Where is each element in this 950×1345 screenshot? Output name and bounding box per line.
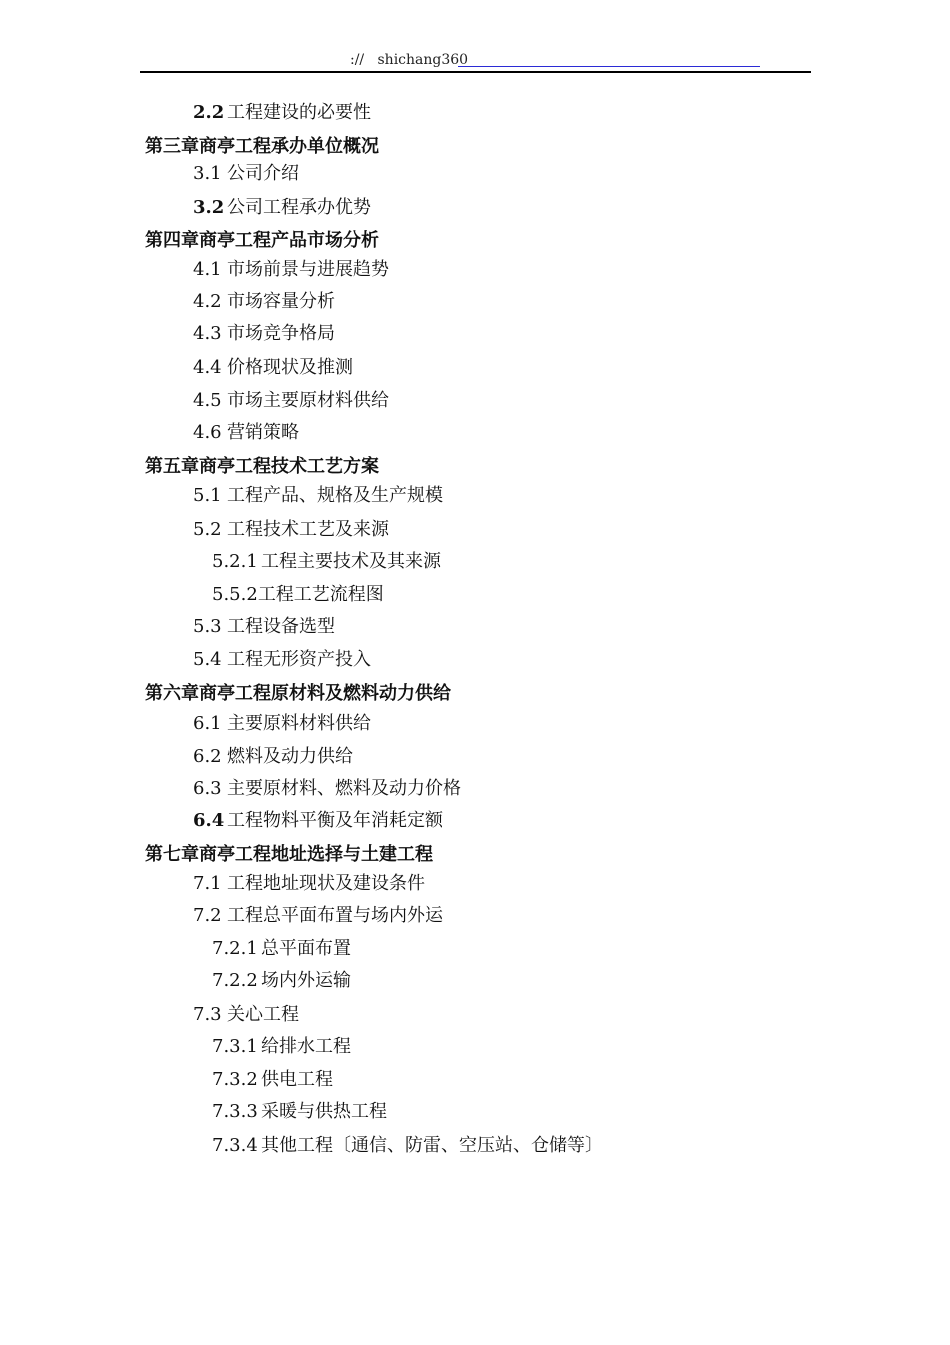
toc-item-title: 市场容量分析: [227, 291, 335, 312]
toc-section-item: [193, 1003, 299, 1027]
toc-section-item: [193, 809, 443, 833]
toc-chapter-heading: [145, 135, 379, 159]
header-url-text: :// shichang360: [350, 52, 469, 68]
header-link-underline[interactable]: [458, 66, 760, 67]
toc-item-number: 7.3: [193, 1004, 222, 1025]
toc-item-title: 市场主要原材料供给: [227, 390, 389, 411]
toc-item-title: 工程产品、规格及生产规模: [227, 485, 443, 506]
toc-item-title: 工程地址现状及建设条件: [227, 873, 425, 894]
toc-item-title: 第五章商亭工程技术工艺方案: [145, 456, 379, 477]
toc-item-number: 7.2.1: [212, 938, 258, 959]
toc-subsection-item: [212, 1100, 387, 1124]
toc-item-title: 第三章商亭工程承办单位概况: [145, 136, 379, 157]
toc-section-item: [193, 648, 371, 672]
toc-item-number: 3.2: [193, 197, 225, 218]
toc-item-number: 7.3.4: [212, 1135, 258, 1156]
toc-subsection-item: [212, 937, 351, 961]
toc-item-number: 7.2: [193, 905, 222, 926]
toc-section-item: [193, 356, 353, 380]
toc-item-title: 工程总平面布置与场内外运: [227, 905, 443, 926]
toc-item-title: 工程物料平衡及年消耗定额: [227, 810, 443, 831]
toc-section-item: [193, 615, 335, 639]
toc-item-number: 4.3: [193, 323, 222, 344]
toc-section-item: [193, 518, 389, 542]
toc-item-number: 5.5.2: [212, 584, 258, 605]
toc-chapter-heading: [145, 843, 433, 867]
toc-item-title: 营销策略: [227, 422, 299, 443]
toc-subsection-item: [212, 1134, 603, 1158]
toc-subsection-item: [212, 583, 384, 607]
toc-item-number: 3.1: [193, 163, 222, 184]
toc-item-title: 工程设备选型: [227, 616, 335, 637]
toc-item-number: 5.1: [193, 485, 222, 506]
toc-item-title: 市场前景与进展趋势: [227, 259, 389, 280]
toc-item-title: 采暖与供热工程: [261, 1101, 387, 1122]
toc-item-title: 供电工程: [261, 1069, 333, 1090]
toc-item-title: 第四章商亭工程产品市场分析: [145, 230, 379, 251]
toc-item-title: 给排水工程: [261, 1036, 351, 1057]
toc-section-item: [193, 196, 371, 220]
toc-item-title: 主要原料材料供给: [227, 713, 371, 734]
toc-item-title: 工程工艺流程图: [257, 584, 384, 605]
toc-item-number: 6.4: [193, 810, 225, 831]
toc-chapter-heading: [145, 455, 379, 479]
toc-section-item: [193, 389, 389, 413]
toc-section-item: [193, 162, 299, 186]
toc-section-item: [193, 745, 353, 769]
toc-item-title: 价格现状及推测: [227, 357, 353, 378]
toc-item-number: 5.3: [193, 616, 222, 637]
toc-subsection-item: [212, 550, 441, 574]
toc-item-title: 关心工程: [227, 1004, 299, 1025]
toc-item-number: 7.2.2: [212, 970, 258, 991]
toc-section-item: [193, 777, 461, 801]
toc-item-title: 公司工程承办优势: [227, 197, 371, 218]
toc-item-title: 第六章商亭工程原材料及燃料动力供给: [145, 683, 451, 704]
toc-section-item: [193, 290, 335, 314]
toc-item-number: 5.4: [193, 649, 222, 670]
toc-section-item: [193, 712, 371, 736]
toc-item-title: 公司介绍: [227, 163, 299, 184]
toc-item-title: 主要原材料、燃料及动力价格: [227, 778, 461, 799]
toc-section-item: [193, 258, 389, 282]
toc-subsection-item: [212, 1068, 333, 1092]
toc-item-number: 4.4: [193, 357, 222, 378]
toc-item-number: 4.6: [193, 422, 222, 443]
toc-item-title: 市场竞争格局: [227, 323, 335, 344]
toc-item-title: 场内外运输: [261, 970, 351, 991]
toc-item-number: 6.2: [193, 746, 222, 767]
toc-item-number: 6.3: [193, 778, 222, 799]
toc-item-number: 5.2: [193, 519, 222, 540]
toc-item-title: 燃料及动力供给: [227, 746, 353, 767]
toc-item-title: 工程技术工艺及来源: [227, 519, 389, 540]
toc-section-item: [193, 904, 443, 928]
toc-section-item: [193, 421, 299, 445]
toc-section-item: [193, 322, 335, 346]
toc-item-number: 2.2: [193, 102, 225, 123]
header-divider: [140, 71, 811, 73]
toc-item-number: 4.5: [193, 390, 222, 411]
toc-chapter-heading: [145, 229, 379, 253]
toc-section-item: [193, 101, 371, 125]
toc-item-title: 第七章商亭工程地址选择与土建工程: [145, 844, 433, 865]
toc-item-title: 总平面布置: [261, 938, 351, 959]
toc-item-number: 4.2: [193, 291, 222, 312]
toc-item-title: 工程无形资产投入: [227, 649, 371, 670]
toc-section-item: [193, 872, 425, 896]
toc-subsection-item: [212, 1035, 351, 1059]
toc-item-title: 工程主要技术及其来源: [261, 551, 441, 572]
toc-item-title: 其他工程〔通信、防雷、空压站、仓储等〕: [261, 1135, 603, 1156]
toc-section-item: [193, 484, 443, 508]
toc-item-title: 工程建设的必要性: [227, 102, 371, 123]
toc-item-number: 4.1: [193, 259, 222, 280]
toc-item-number: 5.2.1: [212, 551, 258, 572]
toc-item-number: 7.3.3: [212, 1101, 258, 1122]
toc-item-number: 7.1: [193, 873, 222, 894]
toc-item-number: 7.3.1: [212, 1036, 258, 1057]
toc-item-number: 6.1: [193, 713, 222, 734]
page-header: [140, 52, 811, 74]
toc-item-number: 7.3.2: [212, 1069, 258, 1090]
toc-subsection-item: [212, 969, 351, 993]
toc-chapter-heading: [145, 682, 451, 706]
